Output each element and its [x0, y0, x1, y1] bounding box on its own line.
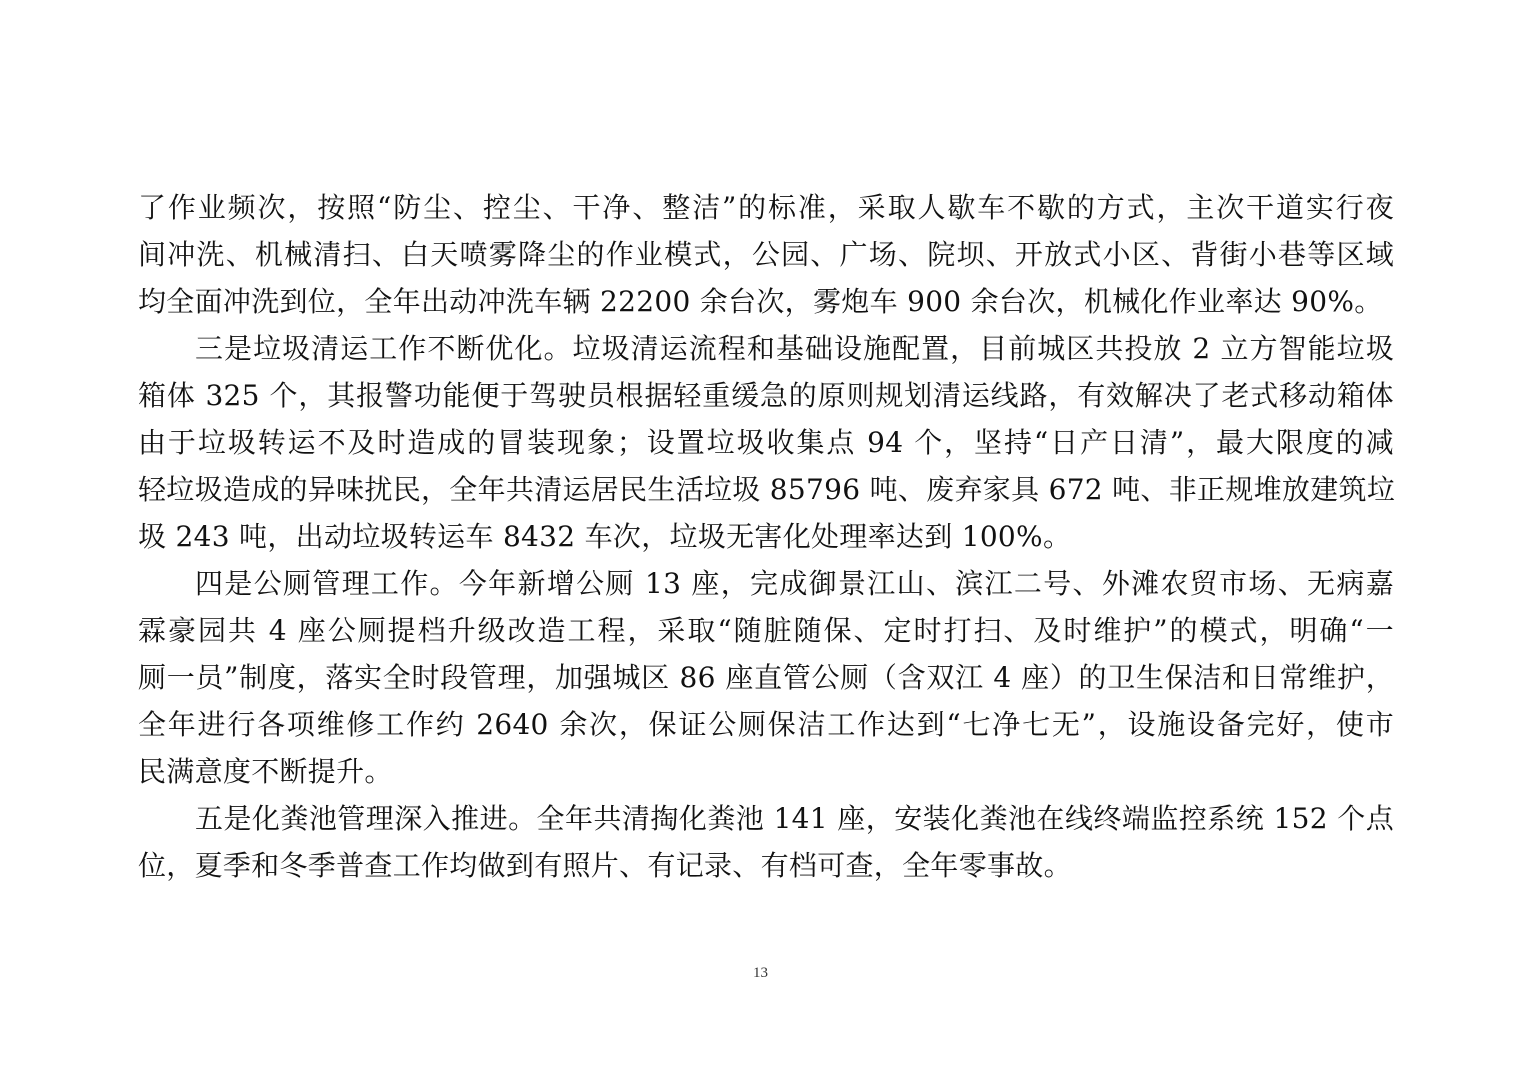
paragraph-4-line-2: 位，夏季和冬季普查工作均做到有照片、有记录、有档可查，全年零事故。 — [138, 849, 1072, 882]
paragraph-3-line-2: 霖豪园共 4 座公厕提档升级改造工程，采取“随脏随保、定时打扫、及时维护”的模式，明确“一 — [138, 614, 1394, 647]
page-number: 13 — [753, 965, 768, 981]
paragraph-2-line-1: 三是垃圾清运工作不断优化。垃圾清运流程和基础设施配置，目前城区共投放 2 立方智能垃圾 — [195, 332, 1394, 365]
paragraph-1-line-3: 均全面冲洗到位，全年出动冲洗车辆 22200 余台次，雾炮车 900 余台次，机械化作业率达 90%。 — [138, 285, 1383, 318]
paragraph-2-line-5: 圾 243 吨，出动垃圾转运车 8432 车次，垃圾无害化处理率达到 100%。 — [138, 520, 1072, 553]
paragraph-3-line-3: 厕一员”制度，落实全时段管理，加强城区 86 座直管公厕（含双江 4 座）的卫生保洁和日常维护， — [138, 661, 1394, 694]
paragraph-3-line-5: 民满意度不断提升。 — [138, 755, 393, 788]
paragraph-3-line-4: 全年进行各项维修工作约 2640 余次，保证公厕保洁工作达到“七净七无”，设施设备完好，使市 — [138, 708, 1394, 741]
body-text — [138, 184, 1394, 889]
paragraph-2-line-2: 箱体 325 个，其报警功能便于驾驶员根据轻重缓急的原则规划清运线路，有效解决了老式移动箱体 — [138, 379, 1394, 412]
paragraph-2-line-4: 轻垃圾造成的异味扰民，全年共清运居民生活垃圾 85796 吨、废弃家具 672 吨、非正规堆放建筑垃 — [138, 473, 1396, 506]
paragraph-1-line-2: 间冲洗、机械清扫、白天喷雾降尘的作业模式，公园、广场、院坝、开放式小区、背街小巷等区域 — [138, 238, 1394, 271]
paragraph-1-line-1: 了作业频次，按照“防尘、控尘、干净、整洁”的标准，采取人歇车不歇的方式，主次干道实行夜 — [138, 191, 1394, 224]
paragraph-2-line-3: 由于垃圾转运不及时造成的冒装现象；设置垃圾收集点 94 个，坚持“日产日清”，最大限度的减 — [138, 426, 1394, 459]
paragraph-4-line-1: 五是化粪池管理深入推进。全年共清掏化粪池 141 座，安装化粪池在线终端监控系统 152 个点 — [195, 802, 1394, 835]
paragraph-3-line-1: 四是公厕管理工作。今年新增公厕 13 座，完成御景江山、滨江二号、外滩农贸市场、无病嘉 — [195, 567, 1394, 600]
